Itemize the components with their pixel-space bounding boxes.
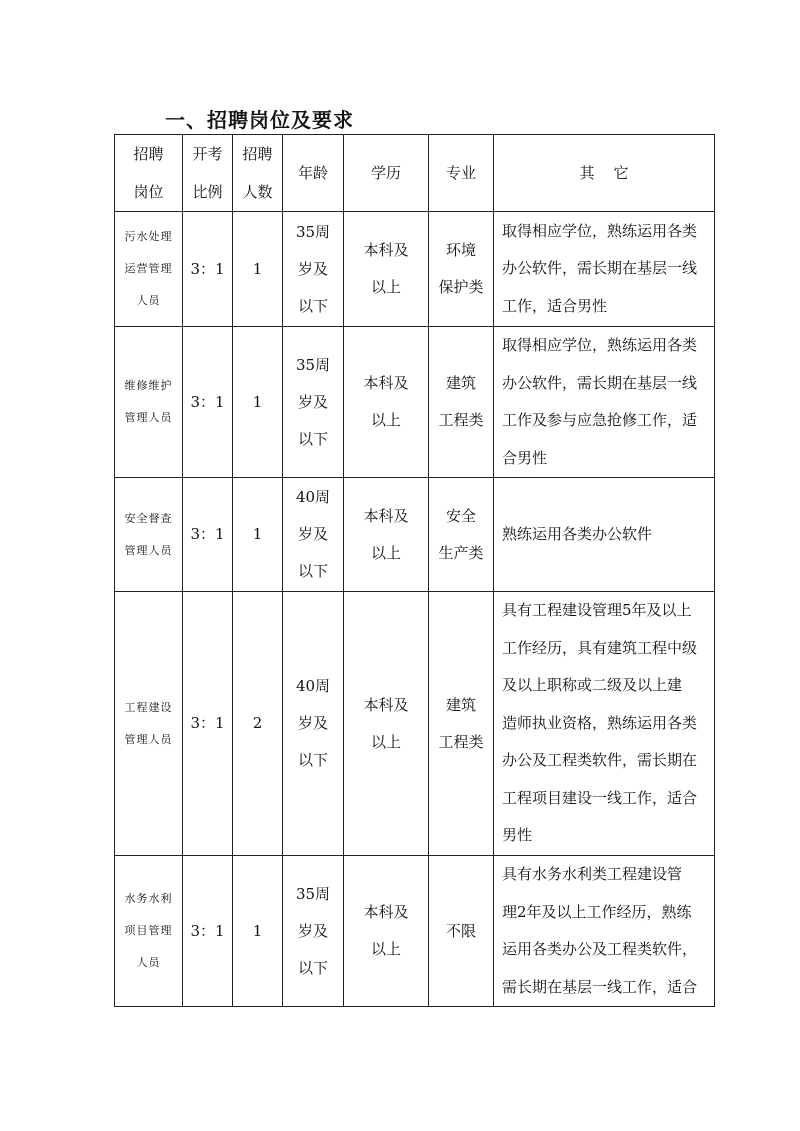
header-education: 学历: [344, 135, 429, 212]
table-header-row: [115, 135, 715, 212]
cell-ratio: 3：1: [183, 212, 233, 327]
cell-position: 维修维护 管理人员: [115, 327, 183, 478]
cell-education: 本科及 以上: [344, 856, 429, 1007]
table-row: [115, 478, 715, 592]
header-other: 其 它: [494, 135, 715, 212]
cell-education: 本科及 以上: [344, 327, 429, 478]
cell-education: 本科及 以上: [344, 592, 429, 856]
cell-other: 具有水务水利类工程建设管 理2年及以上工作经历，熟练 运用各类办公及工程类软件， 需长期在基层一线工作，适合: [494, 856, 715, 1007]
cell-ratio: 3：1: [183, 856, 233, 1007]
header-ratio: 开考 比例: [183, 135, 233, 212]
recruitment-table: [114, 134, 715, 1007]
cell-major: 不限: [429, 856, 494, 1007]
cell-count: 1: [233, 856, 283, 1007]
cell-position: 污水处理 运营管理 人员: [115, 212, 183, 327]
header-major: 专业: [429, 135, 494, 212]
header-age: 年龄: [283, 135, 344, 212]
cell-age: 40周 岁及 以下: [283, 478, 344, 592]
cell-age: 40周 岁及 以下: [283, 592, 344, 856]
cell-position: 安全督查 管理人员: [115, 478, 183, 592]
cell-count: 1: [233, 478, 283, 592]
cell-education: 本科及 以上: [344, 478, 429, 592]
table-row: [115, 212, 715, 327]
cell-count: 1: [233, 327, 283, 478]
cell-ratio: 3：1: [183, 478, 233, 592]
cell-education: 本科及 以上: [344, 212, 429, 327]
cell-age: 35周 岁及 以下: [283, 856, 344, 1007]
cell-other: 具有工程建设管理5年及以上 工作经历，具有建筑工程中级 及以上职称或二级及以上建 造师执业资格，熟练运用各类 办公及工程类软件，需长期在 工程项目建设一线工作，适合 男性: [494, 592, 715, 856]
cell-major: 建筑 工程类: [429, 327, 494, 478]
cell-age: 35周 岁及 以下: [283, 327, 344, 478]
cell-other: 取得相应学位，熟练运用各类 办公软件，需长期在基层一线 工作，适合男性: [494, 212, 715, 327]
cell-age: 35周 岁及 以下: [283, 212, 344, 327]
cell-major: 安全 生产类: [429, 478, 494, 592]
cell-major: 环境 保护类: [429, 212, 494, 327]
table-row: [115, 856, 715, 1007]
cell-position: 水务水利 项目管理 人员: [115, 856, 183, 1007]
cell-other: 熟练运用各类办公软件: [494, 478, 715, 592]
cell-count: 2: [233, 592, 283, 856]
cell-other: 取得相应学位，熟练运用各类 办公软件，需长期在基层一线 工作及参与应急抢修工作，适 合男性: [494, 327, 715, 478]
header-count: 招聘 人数: [233, 135, 283, 212]
header-position: 招聘 岗位: [115, 135, 183, 212]
table-row: [115, 592, 715, 856]
cell-ratio: 3：1: [183, 592, 233, 856]
cell-ratio: 3：1: [183, 327, 233, 478]
cell-count: 1: [233, 212, 283, 327]
cell-position: 工程建设 管理人员: [115, 592, 183, 856]
cell-major: 建筑 工程类: [429, 592, 494, 856]
section-heading: 一、招聘岗位及要求: [165, 108, 354, 132]
table-row: [115, 327, 715, 478]
